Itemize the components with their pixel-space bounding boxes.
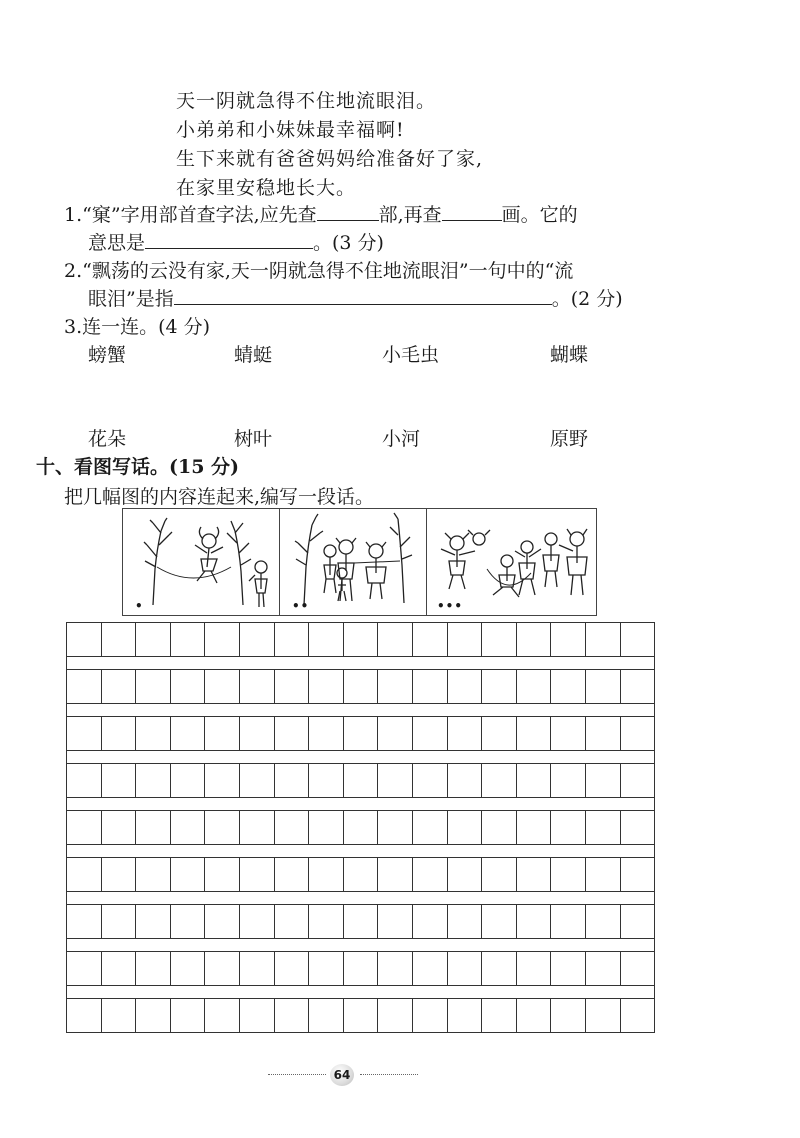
grid-cell[interactable] [621,764,655,797]
grid-cell[interactable] [136,858,171,891]
grid-cell[interactable] [309,999,344,1032]
question-1-blank-radical[interactable] [317,202,379,221]
grid-cell[interactable] [378,858,413,891]
picture-panel-1 [123,509,279,615]
grid-cell[interactable] [102,905,137,938]
grid-cell[interactable] [448,952,483,985]
grid-row[interactable] [66,669,655,704]
grid-cell[interactable] [344,999,379,1032]
grid-cell[interactable] [448,764,483,797]
grid-cell[interactable] [482,764,517,797]
grid-cell[interactable] [275,858,310,891]
grid-cell[interactable] [240,623,275,656]
picture-panel-3 [427,509,596,615]
grid-cell[interactable] [171,811,206,844]
question-1-part3: 画。它的 [501,204,578,226]
grid-cell[interactable] [621,999,655,1032]
grid-cell[interactable] [586,717,621,750]
grid-cell[interactable] [482,670,517,703]
grid-cell[interactable] [102,717,137,750]
grid-cell[interactable] [136,764,171,797]
question-1-score: 。(3 分) [313,232,384,254]
question-3-number: 3. [64,316,83,338]
grid-cell[interactable] [205,999,240,1032]
grid-cell[interactable] [67,905,102,938]
section-10-title: 十、看图写话。(15 分) [36,456,240,478]
panel-3-number: ••• [437,599,464,613]
grid-cell[interactable] [517,999,552,1032]
grid-cell[interactable] [240,952,275,985]
grid-cell[interactable] [621,811,655,844]
grid-cell[interactable] [171,764,206,797]
writing-grid[interactable] [66,622,655,1033]
grid-cell[interactable] [136,670,171,703]
grid-cell[interactable] [102,623,137,656]
grid-cell[interactable] [344,623,379,656]
grid-cell[interactable] [413,999,448,1032]
grid-cell[interactable] [205,764,240,797]
match-top-word-1[interactable]: 螃蟹 [88,344,127,366]
grid-cell[interactable] [67,623,102,656]
grid-cell[interactable] [517,952,552,985]
grid-cell[interactable] [136,905,171,938]
grid-cell[interactable] [413,717,448,750]
grid-cell[interactable] [413,623,448,656]
grid-cell[interactable] [586,858,621,891]
grid-cell[interactable] [448,858,483,891]
grid-cell[interactable] [136,623,171,656]
grid-row-gap [66,751,655,763]
grid-cell[interactable] [102,670,137,703]
grid-cell[interactable] [378,999,413,1032]
page-footer [268,1064,418,1086]
grid-cell[interactable] [309,764,344,797]
question-2-label: 眼泪”是指 [88,288,174,310]
grid-cell[interactable] [586,999,621,1032]
grid-cell[interactable] [309,670,344,703]
grid-cell[interactable] [551,670,586,703]
grid-cell[interactable] [482,952,517,985]
grid-cell[interactable] [378,764,413,797]
grid-cell[interactable] [309,952,344,985]
question-1-blank-meaning[interactable] [145,230,313,249]
match-bottom-word-3[interactable]: 小河 [382,428,421,450]
question-2-text: “飘荡的云没有家,天一阴就急得不住地流眼泪”一句中的“流 [82,260,574,282]
grid-cell[interactable] [171,999,206,1032]
grid-cell[interactable] [240,858,275,891]
grid-row-gap [66,657,655,669]
grid-cell[interactable] [171,670,206,703]
match-bottom-word-2[interactable]: 树叶 [234,428,273,450]
question-2-blank[interactable] [174,286,552,305]
grid-cell[interactable] [309,623,344,656]
grid-cell[interactable] [171,905,206,938]
match-bottom-word-4[interactable]: 原野 [550,428,589,450]
grid-cell[interactable] [551,858,586,891]
grid-cell[interactable] [136,952,171,985]
grid-cell[interactable] [136,811,171,844]
grid-cell[interactable] [448,905,483,938]
grid-cell[interactable] [275,623,310,656]
grid-cell[interactable] [551,999,586,1032]
grid-cell[interactable] [275,670,310,703]
grid-cell[interactable] [240,764,275,797]
picture-panel-2 [280,509,426,615]
grid-cell[interactable] [275,764,310,797]
question-1 [64,200,578,227]
grid-cell[interactable] [378,905,413,938]
grid-cell[interactable] [102,952,137,985]
grid-cell[interactable] [240,811,275,844]
grid-cell[interactable] [344,952,379,985]
grid-cell[interactable] [482,999,517,1032]
grid-cell[interactable] [67,670,102,703]
grid-cell[interactable] [240,670,275,703]
grid-cell[interactable] [482,811,517,844]
question-2-score: 。(2 分) [551,288,623,310]
grid-cell[interactable] [413,811,448,844]
grid-cell[interactable] [171,952,206,985]
grid-row[interactable] [66,763,655,798]
grid-cell[interactable] [171,717,206,750]
picture-strip [122,508,597,616]
grid-cell[interactable] [309,905,344,938]
grid-row[interactable] [66,810,655,845]
grid-cell[interactable] [205,717,240,750]
grid-cell[interactable] [344,764,379,797]
grid-cell[interactable] [621,952,655,985]
grid-cell[interactable] [413,670,448,703]
grid-cell[interactable] [413,764,448,797]
grid-cell[interactable] [551,764,586,797]
question-1-line2 [88,228,384,255]
grid-cell[interactable] [378,811,413,844]
grid-cell[interactable] [517,905,552,938]
match-top-word-2[interactable]: 蜻蜓 [234,344,273,366]
grid-cell[interactable] [102,999,137,1032]
grid-cell[interactable] [275,905,310,938]
grid-cell[interactable] [240,717,275,750]
grid-cell[interactable] [67,952,102,985]
grid-cell[interactable] [171,623,206,656]
grid-cell[interactable] [551,811,586,844]
grid-cell[interactable] [517,764,552,797]
grid-cell[interactable] [102,858,137,891]
grid-cell[interactable] [586,764,621,797]
question-3-text: 连一连。(4 分) [82,316,211,338]
grid-row[interactable] [66,716,655,751]
grid-cell[interactable] [413,858,448,891]
poem-line-4: 在家里安稳地长大。 [176,177,357,199]
grid-cell[interactable] [517,858,552,891]
question-1-number: 1. [64,204,83,226]
question-1-blank-strokes[interactable] [442,202,502,221]
grid-row-gap [66,704,655,716]
match-top-word-4[interactable]: 蝴蝶 [550,344,589,366]
grid-cell[interactable] [482,623,517,656]
question-2-number: 2. [64,260,83,282]
poem-line-2: 小弟弟和小妹妹最幸福啊! [176,119,405,141]
grid-cell[interactable] [309,858,344,891]
grid-cell[interactable] [551,905,586,938]
grid-cell[interactable] [171,858,206,891]
grid-cell[interactable] [344,905,379,938]
grid-row[interactable] [66,622,655,657]
poem-line-3: 生下来就有爸爸妈妈给准备好了家, [176,148,484,170]
grid-cell[interactable] [482,905,517,938]
grid-cell[interactable] [517,811,552,844]
grid-cell[interactable] [67,858,102,891]
grid-cell[interactable] [67,764,102,797]
grid-cell[interactable] [448,999,483,1032]
grid-row[interactable] [66,857,655,892]
grid-cell[interactable] [448,811,483,844]
grid-row[interactable] [66,951,655,986]
panel-1-illustration [123,509,279,615]
grid-cell[interactable] [448,717,483,750]
grid-row-gap [66,892,655,904]
question-1-meaning-label: 意思是 [88,232,146,254]
grid-row-gap [66,986,655,998]
grid-row-gap [66,845,655,857]
grid-cell[interactable] [67,717,102,750]
question-1-part2: 部,再查 [378,204,442,226]
grid-cell[interactable] [448,623,483,656]
grid-cell[interactable] [344,670,379,703]
match-top-word-3[interactable]: 小毛虫 [382,344,440,366]
grid-row[interactable] [66,904,655,939]
grid-cell[interactable] [413,952,448,985]
grid-cell[interactable] [621,905,655,938]
grid-cell[interactable] [621,623,655,656]
grid-cell[interactable] [102,811,137,844]
grid-cell[interactable] [205,623,240,656]
page-number: 64 [330,1064,354,1086]
grid-cell[interactable] [551,717,586,750]
grid-cell[interactable] [378,717,413,750]
grid-cell[interactable] [275,952,310,985]
grid-row-gap [66,798,655,810]
grid-cell[interactable] [517,670,552,703]
grid-cell[interactable] [586,623,621,656]
grid-cell[interactable] [275,717,310,750]
grid-cell[interactable] [586,811,621,844]
match-bottom-word-1[interactable]: 花朵 [88,428,127,450]
grid-row[interactable] [66,998,655,1033]
grid-cell[interactable] [344,858,379,891]
grid-cell[interactable] [240,999,275,1032]
grid-row-gap [66,939,655,951]
grid-cell[interactable] [621,670,655,703]
grid-cell[interactable] [448,670,483,703]
grid-cell[interactable] [378,670,413,703]
question-3 [64,312,210,339]
grid-cell[interactable] [621,858,655,891]
grid-cell[interactable] [205,811,240,844]
grid-cell[interactable] [205,905,240,938]
grid-cell[interactable] [517,717,552,750]
grid-cell[interactable] [344,717,379,750]
grid-cell[interactable] [205,670,240,703]
grid-cell[interactable] [136,717,171,750]
grid-cell[interactable] [378,623,413,656]
panel-1-number: • [135,599,144,613]
grid-cell[interactable] [586,905,621,938]
section-10-instruction: 把几幅图的内容连起来,编写一段话。 [64,486,375,508]
grid-cell[interactable] [344,811,379,844]
grid-cell[interactable] [586,952,621,985]
poem-line-1: 天一阴就急得不住地流眼泪。 [176,90,437,112]
grid-cell[interactable] [413,905,448,938]
question-1-part1: “窠”字用部首查字法,应先查 [82,204,317,226]
grid-cell[interactable] [309,811,344,844]
grid-cell[interactable] [205,952,240,985]
grid-cell[interactable] [275,999,310,1032]
grid-cell[interactable] [551,952,586,985]
grid-cell[interactable] [275,811,310,844]
grid-cell[interactable] [482,858,517,891]
grid-cell[interactable] [309,717,344,750]
grid-cell[interactable] [517,623,552,656]
grid-cell[interactable] [621,717,655,750]
grid-cell[interactable] [136,999,171,1032]
grid-cell[interactable] [240,905,275,938]
grid-cell[interactable] [67,999,102,1032]
grid-cell[interactable] [102,764,137,797]
question-2-line2 [88,284,623,311]
question-2 [64,256,573,283]
panel-2-number: •• [292,599,310,613]
grid-cell[interactable] [378,952,413,985]
grid-cell[interactable] [67,811,102,844]
grid-cell[interactable] [551,623,586,656]
grid-cell[interactable] [482,717,517,750]
grid-cell[interactable] [205,858,240,891]
grid-cell[interactable] [586,670,621,703]
